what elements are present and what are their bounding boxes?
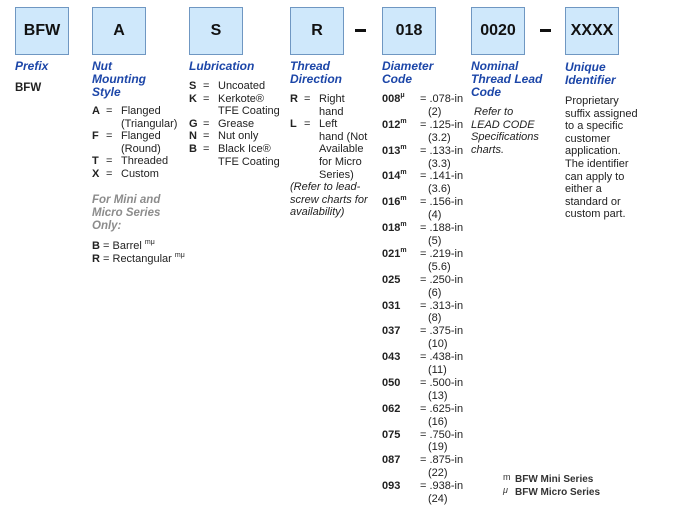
lead-code-heading <box>471 60 542 99</box>
legend-item-mini <box>503 472 600 485</box>
code-box-diameter <box>382 7 436 55</box>
description-line: standard or <box>565 195 621 208</box>
note-line: screw charts for <box>290 193 368 206</box>
option-key: R <box>92 252 100 265</box>
code-value: 087 <box>382 454 401 467</box>
diameter-inch: = .133-in <box>420 144 464 157</box>
option-key: B <box>189 142 197 155</box>
diameter-code <box>382 429 420 442</box>
diameter-item <box>382 403 463 416</box>
thread-direction-heading <box>290 60 342 86</box>
diameter-inch: = .141-in <box>420 170 464 183</box>
nut-style-item <box>92 105 177 130</box>
option-text: for Micro <box>319 155 362 168</box>
option-text: Grease <box>218 117 255 130</box>
heading-line: Mounting <box>92 72 146 86</box>
prefix-heading: Prefix <box>15 59 49 73</box>
note-line: (Refer to lead- <box>290 181 361 194</box>
diameter-item <box>382 196 463 209</box>
diameter-mm: (22) <box>428 467 448 480</box>
diameter-code <box>382 377 420 390</box>
diameter-code <box>382 170 420 183</box>
diameter-inch: = .219-in <box>420 247 464 260</box>
nut-style-item <box>92 130 177 155</box>
heading-line: Identifier <box>565 73 616 87</box>
diameter-mm: (3.6) <box>428 183 451 196</box>
diameter-mm: (24) <box>428 493 448 506</box>
mini-series-marker: m <box>503 472 511 482</box>
diameter-code <box>382 222 420 235</box>
diameter-item <box>382 429 463 442</box>
heading-line: Thread Lead <box>471 72 543 86</box>
heading-line: Unique <box>565 60 606 74</box>
equals: = <box>106 130 113 143</box>
diameter-item <box>382 454 463 467</box>
heading-line: Thread <box>290 59 331 73</box>
nut-style-list <box>92 105 177 181</box>
note-line: For Mini and <box>92 194 161 206</box>
diameter-mm: (5.6) <box>428 260 451 273</box>
option-text: (Triangular) <box>121 117 178 130</box>
heading-line: Style <box>92 85 121 99</box>
option-key: B <box>92 240 100 252</box>
code-box-label: XXXX <box>570 22 614 39</box>
series-marker: μ <box>400 92 405 99</box>
note-line: charts. <box>471 143 505 156</box>
option-key: N <box>189 130 197 143</box>
code-box-label: S <box>210 22 222 39</box>
description-line: to a specific <box>565 120 624 133</box>
equals: = <box>203 117 210 130</box>
note-line: Refer to <box>471 106 514 118</box>
option-text: Right <box>319 93 345 105</box>
diameter-item <box>382 351 463 364</box>
diameter-item <box>382 377 463 390</box>
code-box-nut-style <box>92 7 146 55</box>
diameter-code <box>382 274 420 287</box>
description-line: application. <box>565 145 621 158</box>
description-line: can apply to <box>565 170 625 183</box>
code-box-unique-id <box>565 7 619 55</box>
diameter-item <box>382 170 463 183</box>
micro-series-marker: μ <box>503 485 508 495</box>
diameter-mm: (3.3) <box>428 157 451 170</box>
diameter-mm: (16) <box>428 415 448 428</box>
series-legend <box>503 472 600 498</box>
equals: = <box>103 252 113 265</box>
option-key: G <box>189 117 198 130</box>
diameter-inch: = .375-in <box>420 325 464 338</box>
series-marker: m <box>400 221 407 229</box>
prefix-value: BFW <box>15 82 42 94</box>
diameter-code <box>382 145 420 158</box>
option-text: Rectangular <box>112 252 172 265</box>
option-text: Custom <box>121 167 159 180</box>
series-marker: mμ <box>174 251 185 259</box>
description-line: Proprietary <box>565 95 619 107</box>
diameter-mm: (13) <box>428 389 448 402</box>
diameter-inch: = .875-in <box>420 454 464 467</box>
code-box-label: A <box>113 22 125 39</box>
code-value: 025 <box>382 273 401 286</box>
diameter-inch: = .188-in <box>420 222 464 235</box>
option-text: Nut only <box>218 130 259 143</box>
nut-style-item <box>92 155 177 168</box>
description-line: custom part. <box>565 208 626 221</box>
diameter-item <box>382 300 463 313</box>
nut-style-heading <box>92 60 146 99</box>
code-box-label: BFW <box>23 22 61 39</box>
diameter-code <box>382 351 420 364</box>
diameter-item <box>382 480 463 493</box>
option-key: A <box>92 105 100 117</box>
option-text: hand (Not <box>319 130 368 143</box>
code-value: 062 <box>382 402 401 415</box>
description-line: customer <box>565 132 611 145</box>
unique-id-heading <box>565 61 616 87</box>
diameter-inch: = .156-in <box>420 196 464 209</box>
diameter-mm: (11) <box>428 364 447 377</box>
option-key: F <box>92 130 99 143</box>
diameter-inch: = .250-in <box>420 273 464 286</box>
equals: = <box>106 105 113 117</box>
equals: = <box>203 142 210 155</box>
equals: = <box>103 240 113 252</box>
code-value: 037 <box>382 325 401 338</box>
diameter-code <box>382 93 420 106</box>
heading-line: Nut <box>92 59 112 73</box>
option-text: hand <box>319 105 344 118</box>
heading-line: Code <box>471 85 501 99</box>
lubrication-item <box>189 130 280 143</box>
description-line: suffix assigned <box>565 107 638 120</box>
lead-code-note <box>471 106 539 156</box>
code-value: 031 <box>382 299 401 312</box>
code-value: 021 <box>382 247 401 260</box>
diameter-item <box>382 119 463 132</box>
option-text: Available <box>319 143 364 156</box>
diameter-item <box>382 222 463 235</box>
note-line: Only: <box>92 220 122 232</box>
diameter-code <box>382 119 420 132</box>
heading-line: Nominal <box>471 59 519 73</box>
unique-id-description <box>565 95 638 221</box>
equals: = <box>203 80 210 92</box>
note-line: Specifications <box>471 131 539 144</box>
equals: = <box>106 167 113 180</box>
code-box-lead <box>471 7 525 55</box>
series-marker: m <box>400 143 407 151</box>
code-value: 075 <box>382 428 401 441</box>
mini-micro-item <box>92 240 185 253</box>
diameter-inch: = .078-in <box>420 93 464 105</box>
diameter-inch: = .313-in <box>420 299 464 312</box>
lubrication-heading: Lubrication <box>189 59 255 73</box>
diameter-heading <box>382 60 433 86</box>
lubrication-item <box>189 80 280 93</box>
code-box-lubrication <box>189 7 243 55</box>
diameter-item <box>382 325 463 338</box>
description-line: The identifier <box>565 157 629 170</box>
diameter-inch: = .750-in <box>420 428 464 441</box>
option-key: S <box>189 80 197 92</box>
lubrication-item <box>189 118 280 131</box>
code-value: 016 <box>382 196 401 209</box>
code-box-prefix <box>15 7 69 55</box>
nut-style-item <box>92 168 177 181</box>
mini-micro-note <box>92 194 160 233</box>
option-text: Barrel <box>112 240 142 252</box>
code-box-label: 0020 <box>480 22 516 39</box>
option-key: T <box>92 155 99 168</box>
diameter-inch: = .500-in <box>420 376 464 389</box>
diameter-inch: = .625-in <box>420 402 464 415</box>
diameter-code <box>382 325 420 338</box>
diameter-inch: = .938-in <box>420 480 464 493</box>
series-marker: m <box>400 117 407 125</box>
heading-line: Code <box>382 72 412 86</box>
diameter-mm: (2) <box>428 105 442 118</box>
diameter-code <box>382 196 420 209</box>
thread-direction-item <box>290 118 368 181</box>
diameter-mm: (5) <box>428 234 442 247</box>
thread-direction-list <box>290 93 368 219</box>
diameter-mm: (8) <box>428 312 442 325</box>
equals: = <box>203 130 210 143</box>
legend-text: BFW Mini Series <box>515 474 594 485</box>
mini-micro-list <box>92 240 185 265</box>
option-text: Black Ice® <box>218 142 271 155</box>
description-line: either a <box>565 183 602 196</box>
option-key: R <box>290 93 298 105</box>
option-text: TFE Coating <box>218 105 280 118</box>
option-text: Kerkote® <box>218 92 265 105</box>
series-marker: mμ <box>144 239 155 246</box>
legend-item-micro <box>503 485 600 498</box>
option-key: L <box>290 118 297 131</box>
dash-separator <box>540 29 551 32</box>
series-marker: m <box>400 169 407 177</box>
equals: = <box>106 155 113 168</box>
diameter-code <box>382 300 420 313</box>
series-marker: m <box>400 195 407 203</box>
legend-text: BFW Micro Series <box>515 487 601 498</box>
diameter-mm: (3.2) <box>428 131 451 144</box>
option-text: Left <box>319 118 338 131</box>
lubrication-list <box>189 80 280 168</box>
diameter-mm: (6) <box>428 286 442 299</box>
code-box-thread-direction <box>290 7 344 55</box>
code-value: 093 <box>382 480 401 493</box>
option-text: Uncoated <box>218 80 266 92</box>
thread-direction-item <box>290 93 368 118</box>
option-text: Series) <box>319 168 354 181</box>
diameter-item <box>382 145 463 158</box>
diameter-code <box>382 480 420 493</box>
code-box-label: R <box>311 22 323 39</box>
diameter-item <box>382 93 463 106</box>
diameter-inch: = .125-in <box>420 118 464 131</box>
code-value: 013 <box>382 144 401 157</box>
diameter-inch: = .438-in <box>420 351 464 364</box>
diameter-code <box>382 403 420 416</box>
mini-micro-item <box>92 253 185 266</box>
option-text: Flanged <box>121 130 161 143</box>
code-value: 012 <box>382 118 401 131</box>
diameter-mm: (19) <box>428 441 448 454</box>
heading-line: Diameter <box>382 59 434 73</box>
option-text: (Round) <box>121 142 161 155</box>
diameter-mm: (4) <box>428 209 442 222</box>
note-line: LEAD CODE <box>471 118 535 131</box>
diameter-list <box>382 93 463 506</box>
diameter-mm: (10) <box>428 338 448 351</box>
thread-direction-note <box>290 181 368 219</box>
equals: = <box>304 118 311 131</box>
equals: = <box>304 93 311 105</box>
option-text: Threaded <box>121 155 169 168</box>
note-line: availability) <box>290 206 345 219</box>
option-text: Flanged <box>121 105 161 117</box>
option-text: TFE Coating <box>218 155 280 168</box>
lubrication-item <box>189 93 280 118</box>
dash-separator <box>355 29 366 32</box>
code-value: 043 <box>382 351 401 364</box>
option-key: K <box>189 92 197 105</box>
equals: = <box>203 92 210 105</box>
heading-line: Direction <box>290 72 343 86</box>
diameter-item <box>382 274 463 287</box>
code-box-label: 018 <box>395 22 423 39</box>
code-value: 008 <box>382 93 401 105</box>
code-value: 014 <box>382 170 401 183</box>
diameter-code <box>382 248 420 261</box>
code-value: 018 <box>382 222 401 235</box>
series-marker: m <box>400 246 407 254</box>
option-key: X <box>92 167 100 180</box>
diameter-item <box>382 248 463 261</box>
code-value: 050 <box>382 376 401 389</box>
diameter-code <box>382 454 420 467</box>
lubrication-item <box>189 143 280 168</box>
note-line: Micro Series <box>92 207 161 219</box>
